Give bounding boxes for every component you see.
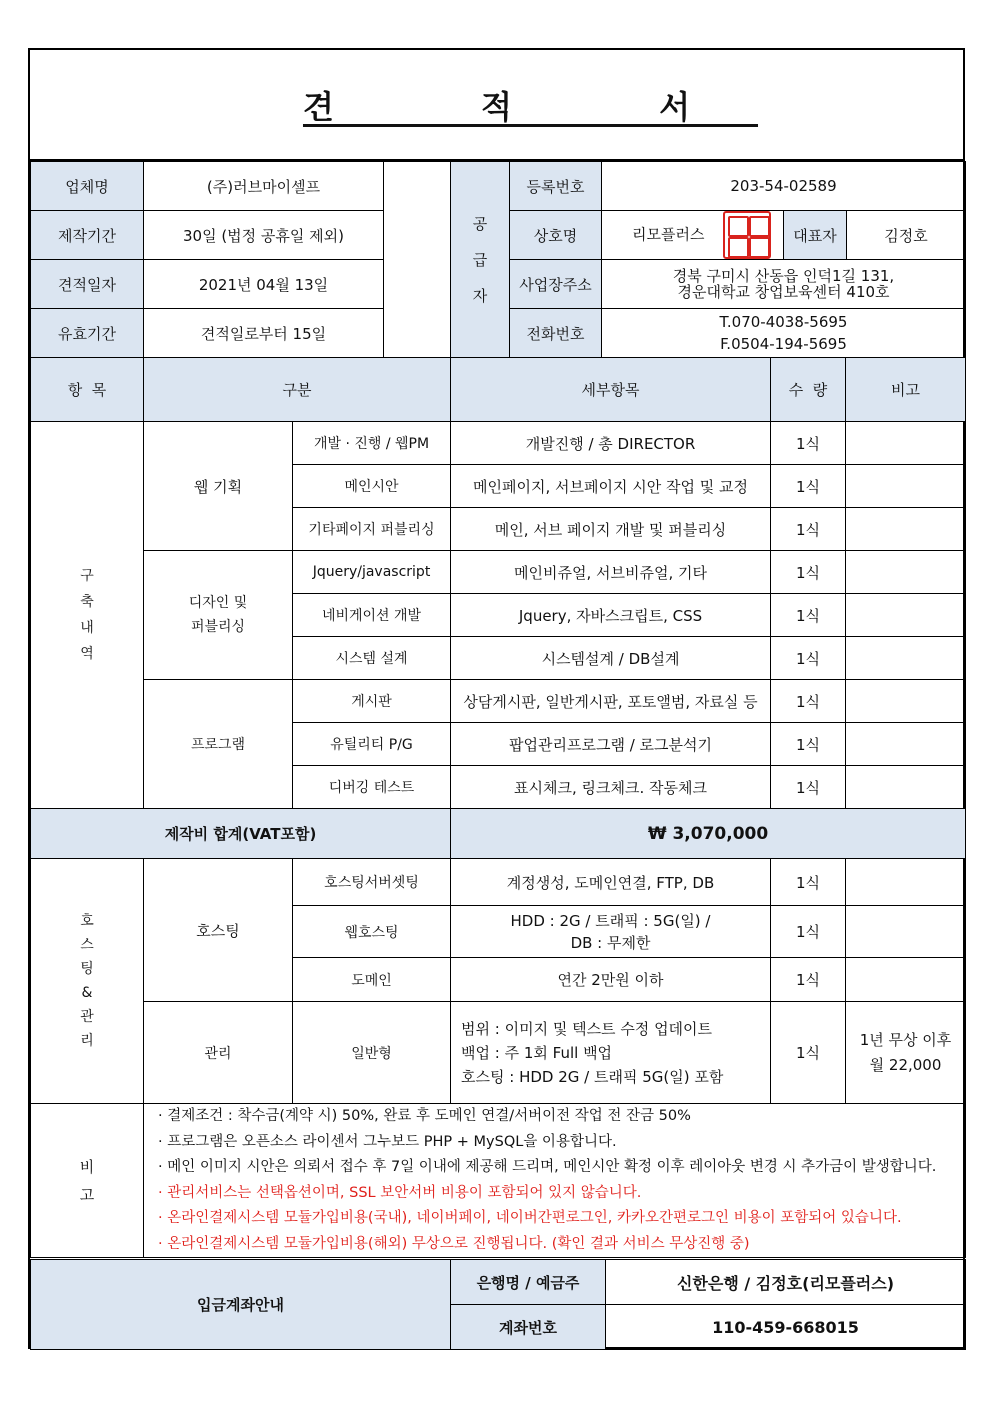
row-qty: 1식 bbox=[771, 422, 846, 465]
group-web-planning: 웹 기획 bbox=[144, 422, 293, 551]
name-value: 리모플러스 bbox=[632, 225, 705, 244]
row-detail: 메인페이지, 서브페이지 시안 작업 및 교정 bbox=[451, 465, 771, 508]
group-management: 관리 bbox=[144, 1002, 293, 1104]
reg-label: 등록번호 bbox=[510, 162, 602, 211]
row-detail: 메인비쥬얼, 서브비쥬얼, 기타 bbox=[451, 551, 771, 594]
header-item: 항 목 bbox=[31, 358, 144, 422]
row-sub: Jquery/javascript bbox=[293, 551, 451, 594]
group-design-publishing: 디자인 및 퍼블리싱 bbox=[144, 551, 293, 680]
row-note bbox=[846, 766, 966, 809]
remark-line-red: · 온라인결제시스템 모듈가입비용(국내), 네이버페이, 네이버간편로그인, 카카오간편로그인 비용이 포함되어 있습니다. bbox=[158, 1210, 902, 1226]
company-value: (주)러브마이셀프 bbox=[144, 162, 384, 211]
row-sub: 메인시안 bbox=[293, 465, 451, 508]
build-side-label: 구 축 내 역 bbox=[31, 422, 144, 809]
row-qty: 1식 bbox=[771, 1002, 846, 1104]
row-qty: 1식 bbox=[771, 594, 846, 637]
row-detail: 계정생성, 도메인연결, FTP, DB bbox=[451, 859, 771, 906]
row-sub: 기타페이지 퍼블리싱 bbox=[293, 508, 451, 551]
remark-line-red: · 관리서비스는 선택옵션이며, SSL 보안서버 비용이 포함되어 있지 않습니다. bbox=[158, 1184, 642, 1201]
remark-line: · 메인 이미지 시안은 의뢰서 접수 후 7일 이내에 제공해 드리며, 메인시안 확정 이후 레이아웃 변경 시 추가금이 발생합니다. bbox=[158, 1159, 937, 1175]
row-note bbox=[846, 422, 966, 465]
rep-value: 김정호 bbox=[847, 211, 966, 260]
row-sub: 디버깅 테스트 bbox=[293, 766, 451, 809]
bank-info-label: 입금계좌안내 bbox=[31, 1260, 451, 1350]
row-detail: HDD : 2G / 트래픽 : 5G(일) / DB : 무제한 bbox=[451, 906, 771, 958]
period-label: 제작기간 bbox=[31, 211, 144, 260]
blank-cell bbox=[384, 162, 451, 358]
row-note bbox=[846, 680, 966, 723]
row-sub: 게시판 bbox=[293, 680, 451, 723]
remarks-body bbox=[144, 1104, 966, 1258]
row-qty: 1식 bbox=[771, 723, 846, 766]
row-sub: 도메인 bbox=[293, 958, 451, 1002]
addr-value: 경북 구미시 산동읍 인덕1길 131, 경운대학교 창업보육센터 410호 bbox=[602, 260, 966, 309]
row-sub: 네비게이션 개발 bbox=[293, 594, 451, 637]
row-detail: 상담게시판, 일반게시판, 포토앨범, 자료실 등 bbox=[451, 680, 771, 723]
remarks-side-label: 비 고 bbox=[31, 1104, 144, 1258]
row-detail: 연간 2만원 이하 bbox=[451, 958, 771, 1002]
row-qty: 1식 bbox=[771, 551, 846, 594]
row-detail: 팝업관리프로그램 / 로그분석기 bbox=[451, 723, 771, 766]
header-category: 구분 bbox=[144, 358, 451, 422]
row-qty: 1식 bbox=[771, 508, 846, 551]
remark-line-red: · 온라인결제시스템 모듈가입비용(해외) 무상으로 진행됩니다. (확인 결과 서비스 무상진행 중) bbox=[158, 1235, 750, 1252]
group-program: 프로그램 bbox=[144, 680, 293, 809]
row-detail: 시스템설계 / DB설계 bbox=[451, 637, 771, 680]
row-note bbox=[846, 906, 966, 958]
row-qty: 1식 bbox=[771, 766, 846, 809]
rep-label: 대표자 bbox=[784, 211, 847, 260]
date-value: 2021년 04월 13일 bbox=[144, 260, 384, 309]
header-note: 비고 bbox=[846, 358, 966, 422]
row-qty: 1식 bbox=[771, 637, 846, 680]
account-value: 110-459-668015 bbox=[606, 1305, 966, 1350]
row-note bbox=[846, 551, 966, 594]
bank-name-label: 은행명 / 예금주 bbox=[451, 1260, 606, 1305]
quotation-sheet bbox=[28, 48, 965, 1349]
row-sub: 호스팅서버셋팅 bbox=[293, 859, 451, 906]
valid-value: 견적일로부터 15일 bbox=[144, 309, 384, 358]
row-note bbox=[846, 465, 966, 508]
supplier-side-label: 공 급 자 bbox=[451, 162, 510, 358]
account-label: 계좌번호 bbox=[451, 1305, 606, 1350]
row-qty: 1식 bbox=[771, 680, 846, 723]
bank-table bbox=[30, 1259, 966, 1350]
name-label: 상호명 bbox=[510, 211, 602, 260]
hosting-side-label: 호 스 팅 & 관 리 bbox=[31, 859, 144, 1104]
row-qty: 1식 bbox=[771, 906, 846, 958]
date-label: 견적일자 bbox=[31, 260, 144, 309]
valid-label: 유효기간 bbox=[31, 309, 144, 358]
row-sub: 유틸리티 P/G bbox=[293, 723, 451, 766]
row-note bbox=[846, 859, 966, 906]
info-table bbox=[30, 161, 966, 358]
company-label: 업체명 bbox=[31, 162, 144, 211]
mgmt-note: 1년 무상 이후 월 22,000 bbox=[846, 1002, 966, 1104]
header-detail: 세부항목 bbox=[451, 358, 771, 422]
document-title: 견 적 서 bbox=[302, 87, 759, 126]
row-note bbox=[846, 594, 966, 637]
remark-line: · 프로그램은 오픈소스 라이센서 그누보드 PHP + MySQL을 이용합니다. bbox=[158, 1133, 617, 1150]
phone-label: 전화번호 bbox=[510, 309, 602, 358]
row-note bbox=[846, 723, 966, 766]
mgmt-detail: 범위 : 이미지 및 텍스트 수정 업데이트 백업 : 주 1회 Full 백업 호스팅 : HDD 2G / 트래픽 5G(일) 포함 bbox=[451, 1002, 771, 1104]
row-sub: 웹호스팅 bbox=[293, 906, 451, 958]
row-sub: 시스템 설계 bbox=[293, 637, 451, 680]
reg-value: 203-54-02589 bbox=[602, 162, 966, 211]
row-qty: 1식 bbox=[771, 859, 846, 906]
title-box bbox=[30, 50, 963, 161]
addr-label: 사업장주소 bbox=[510, 260, 602, 309]
row-qty: 1식 bbox=[771, 465, 846, 508]
bank-name-value: 신한은행 / 김정호(리모플러스) bbox=[606, 1260, 966, 1305]
total-amount: ₩ 3,070,000 bbox=[451, 809, 966, 859]
row-detail: Jquery, 자바스크립트, CSS bbox=[451, 594, 771, 637]
row-sub: 개발 · 진행 / 웹PM bbox=[293, 422, 451, 465]
estimate-table bbox=[30, 357, 966, 1258]
group-hosting: 호스팅 bbox=[144, 859, 293, 1002]
remark-line: · 결제조건 : 착수금(계약 시) 50%, 완료 후 도메인 연결/서버이전 작업 전 잔금 50% bbox=[158, 1108, 691, 1124]
row-sub: 일반형 bbox=[293, 1002, 451, 1104]
row-note bbox=[846, 508, 966, 551]
header-qty: 수 량 bbox=[771, 358, 846, 422]
phone-value: T.070-4038-5695 F.0504-194-5695 bbox=[602, 309, 966, 358]
total-label: 제작비 합계(VAT포함) bbox=[31, 809, 451, 859]
row-detail: 개발진행 / 총 DIRECTOR bbox=[451, 422, 771, 465]
name-cell bbox=[602, 211, 784, 260]
row-note bbox=[846, 637, 966, 680]
period-value: 30일 (법정 공휴일 제외) bbox=[144, 211, 384, 260]
row-qty: 1식 bbox=[771, 958, 846, 1002]
row-detail: 메인, 서브 페이지 개발 및 퍼블리싱 bbox=[451, 508, 771, 551]
row-note bbox=[846, 958, 966, 1002]
seal-stamp bbox=[723, 211, 771, 259]
row-detail: 표시체크, 링크체크. 작동체크 bbox=[451, 766, 771, 809]
